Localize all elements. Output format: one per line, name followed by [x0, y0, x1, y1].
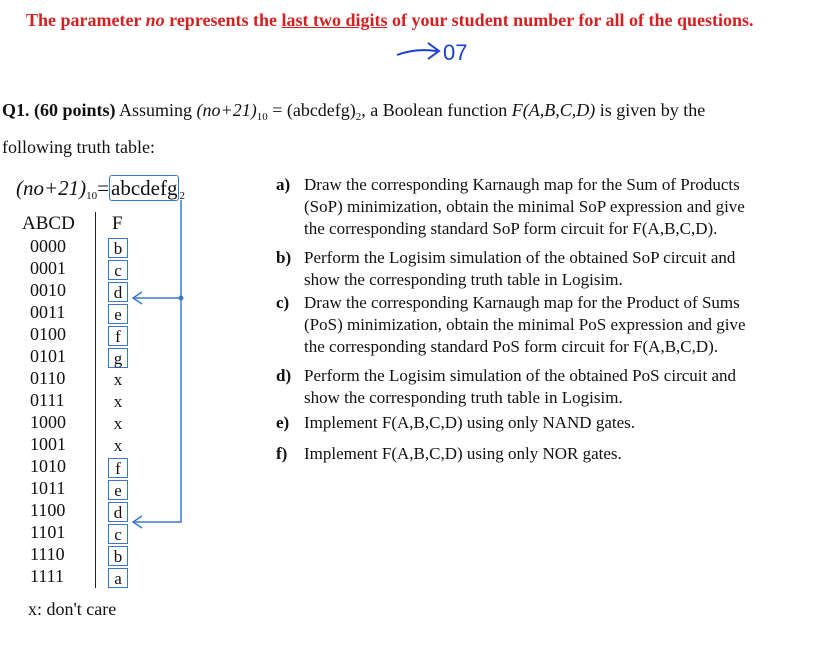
task-label: b)	[276, 248, 292, 267]
note-text-2: represents the	[164, 10, 282, 30]
table-row-f: f	[108, 326, 128, 346]
question-text: Q1. (60 points) Assuming $(no+21)_{10}$ = $(abcdefg)_2$, a Boolean function F(A,B,C,D) is given by the following truth table:	[2, 95, 814, 162]
col-header-abcd: ABCD	[22, 213, 75, 234]
table-row-abcd: 1110	[30, 544, 65, 564]
table-row-abcd: 0011	[30, 302, 66, 322]
table-row-abcd: 1000	[30, 412, 66, 432]
table-row-abcd: 1010	[30, 456, 66, 476]
task-line: the corresponding standard SoP form circuit for F(A,B,C,D).	[304, 219, 718, 238]
table-row-f: c	[108, 260, 128, 280]
table-row-f: x	[113, 392, 123, 411]
table-row-abcd: 1100	[30, 500, 66, 520]
note-text-3: of your student number for all of the questions.	[387, 10, 754, 30]
task-item	[276, 443, 806, 465]
task-line: show the corresponding truth table in Logisim.	[304, 388, 623, 407]
bits-box: abcdefg	[111, 176, 178, 200]
table-row-f: d	[108, 502, 128, 522]
table-row-f: b	[108, 238, 128, 258]
table-row-abcd: 0100	[30, 324, 66, 344]
table-row-f: x	[113, 414, 123, 433]
table-row-abcd: 1101	[30, 522, 66, 542]
table-equation: $(no+21)_{10}=abcdefg$ $_2$	[16, 176, 185, 202]
task-item	[276, 174, 806, 240]
table-row-f: g	[108, 348, 128, 368]
task-line: Implement F(A,B,C,D) using only NOR gates.	[304, 444, 622, 463]
table-row-abcd: 0110	[30, 368, 66, 388]
task-line: Implement F(A,B,C,D) using only NAND gates.	[304, 413, 636, 432]
table-row-abcd: 1111	[30, 566, 64, 586]
task-line: Draw the corresponding Karnaugh map for the Product of Sums	[304, 293, 740, 312]
question-label: Q1. (60 points)	[2, 100, 116, 120]
col-header-f: F	[112, 213, 123, 234]
table-row-abcd: 0001	[30, 258, 66, 278]
task-line: (SoP) minimization, obtain the minimal SoP expression and give	[304, 197, 745, 216]
table-row-f: e	[108, 304, 128, 324]
dont-care-legend: x: don't care	[28, 599, 117, 619]
table-row-f: a	[108, 568, 128, 588]
task-line: Draw the corresponding Karnaugh map for the Sum of Products	[304, 175, 740, 194]
table-row-f: b	[108, 546, 128, 566]
task-line: Perform the Logisim simulation of the obtained SoP circuit and	[304, 248, 736, 267]
task-item	[276, 247, 806, 291]
task-item	[276, 412, 806, 434]
table-row-abcd: 0000	[30, 236, 66, 256]
task-label: c)	[276, 293, 290, 312]
task-label: d)	[276, 366, 292, 385]
table-row-abcd: 0010	[30, 280, 66, 300]
table-row-f: c	[108, 524, 128, 544]
question-function: F(A,B,C,D)	[511, 100, 596, 120]
task-label: a)	[276, 175, 291, 194]
task-item	[276, 292, 806, 358]
task-line: Perform the Logisim simulation of the obtained PoS circuit and	[304, 366, 737, 385]
note-underlined: last two digits	[281, 10, 388, 30]
task-item	[276, 365, 806, 409]
table-row-f: x	[113, 370, 123, 389]
table-row-abcd: 0111	[30, 390, 65, 410]
note-text-1: The parameter	[26, 10, 146, 30]
task-line: (PoS) minimization, obtain the minimal PoS expression and give	[304, 315, 746, 334]
student-digits: 07	[443, 40, 468, 65]
question-formula: (no+21)	[196, 100, 257, 120]
table-row-abcd: 1011	[30, 478, 66, 498]
question-line-2: following truth table:	[2, 137, 155, 157]
table-row-abcd: 1001	[30, 434, 66, 454]
task-label: f)	[276, 444, 288, 463]
table-row-f: e	[108, 480, 128, 500]
table-row-f: x	[113, 436, 123, 455]
table-row-f: d	[108, 282, 128, 302]
task-label: e)	[276, 413, 290, 432]
task-line: the corresponding standard PoS form circuit for F(A,B,C,D).	[304, 337, 719, 356]
table-row-f: f	[108, 458, 128, 478]
note-param: no	[145, 10, 165, 30]
task-line: show the corresponding truth table in Logisim.	[304, 270, 623, 289]
table-row-abcd: 0101	[30, 346, 66, 366]
